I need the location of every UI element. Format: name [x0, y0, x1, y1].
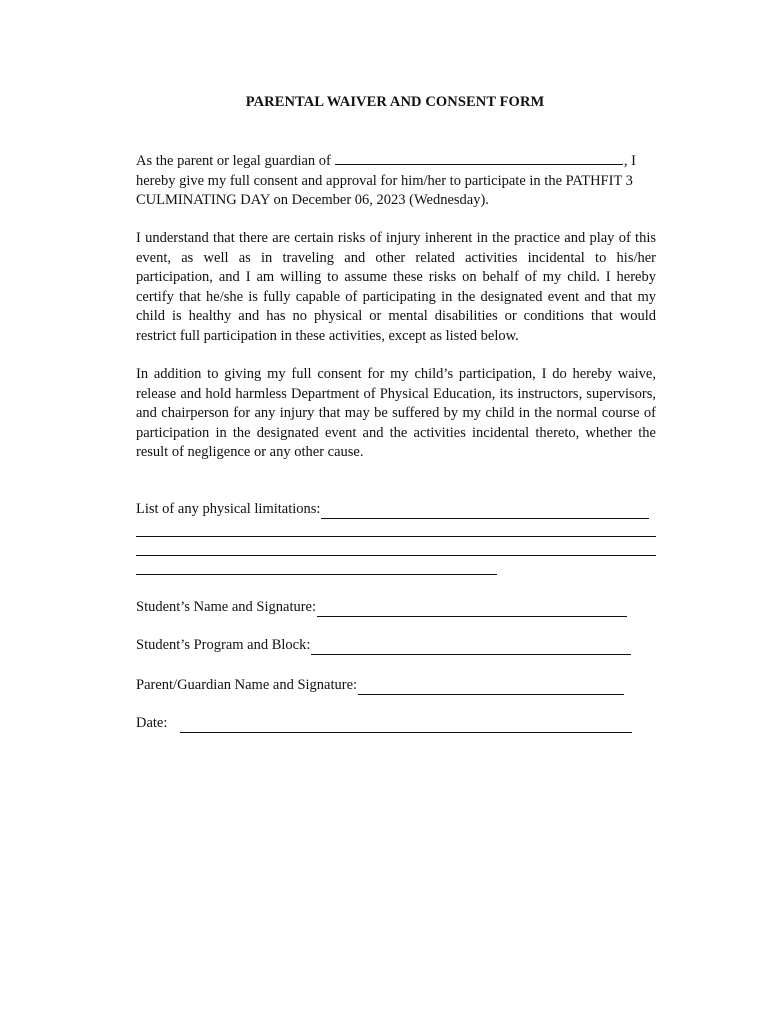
- student-name-label: Student’s Name and Signature:: [136, 599, 317, 615]
- limitations-line-4[interactable]: [136, 574, 497, 575]
- consent-rest-text: , I hereby give my full consent and approval for him/her to participate in the PATHFIT 3 CULMINATING DAY on December 06, 2023 (Wednesday).: [136, 153, 636, 208]
- program-block-label: Student’s Program and Block:: [136, 637, 311, 653]
- date-label: Date:: [136, 715, 168, 731]
- risk-paragraph: I understand that there are certain risks of injury inherent in the practice and play of this event, as well as in traveling and other related activities incidental to his/her participation, and I am willing to assume these risks on behalf of my child. I hereby certify that he/she is fully capable of participating in the designated event and that my child is healthy and has no physical or mental disabilities or conditions that would restrict full participation in these activities, except as listed below.: [136, 230, 656, 344]
- parent-name-signature-line[interactable]: [358, 680, 624, 695]
- limitations-line-1[interactable]: [321, 504, 649, 519]
- date-line[interactable]: [180, 718, 632, 733]
- child-name-blank[interactable]: [335, 151, 623, 165]
- limitations-label: List of any physical limitations:: [136, 501, 321, 517]
- parent-name-row: [136, 676, 624, 695]
- date-row: [136, 714, 632, 733]
- form-title: PARENTAL WAIVER AND CONSENT FORM: [245, 94, 545, 110]
- program-block-row: [136, 636, 631, 655]
- consent-paragraph: [136, 151, 656, 211]
- limitations-line-3[interactable]: [136, 555, 656, 556]
- consent-intro-text: As the parent or legal guardian of: [136, 153, 331, 169]
- parent-name-label: Parent/Guardian Name and Signature:: [136, 677, 358, 693]
- program-block-line[interactable]: [311, 640, 631, 655]
- limitations-row: [136, 500, 649, 519]
- student-name-signature-line[interactable]: [317, 602, 627, 617]
- limitations-line-2[interactable]: [136, 536, 656, 537]
- student-name-row: [136, 598, 627, 617]
- waiver-paragraph: In addition to giving my full consent for my child’s participation, I do hereby waive, release and hold harmless Department of Physical Education, its instructors, supervisors, and chairperson for any injury that may be suffered by my child in the normal course of participation in the designated event and the activities incidental thereto, whether the result of negligence or any other cause.: [136, 366, 656, 460]
